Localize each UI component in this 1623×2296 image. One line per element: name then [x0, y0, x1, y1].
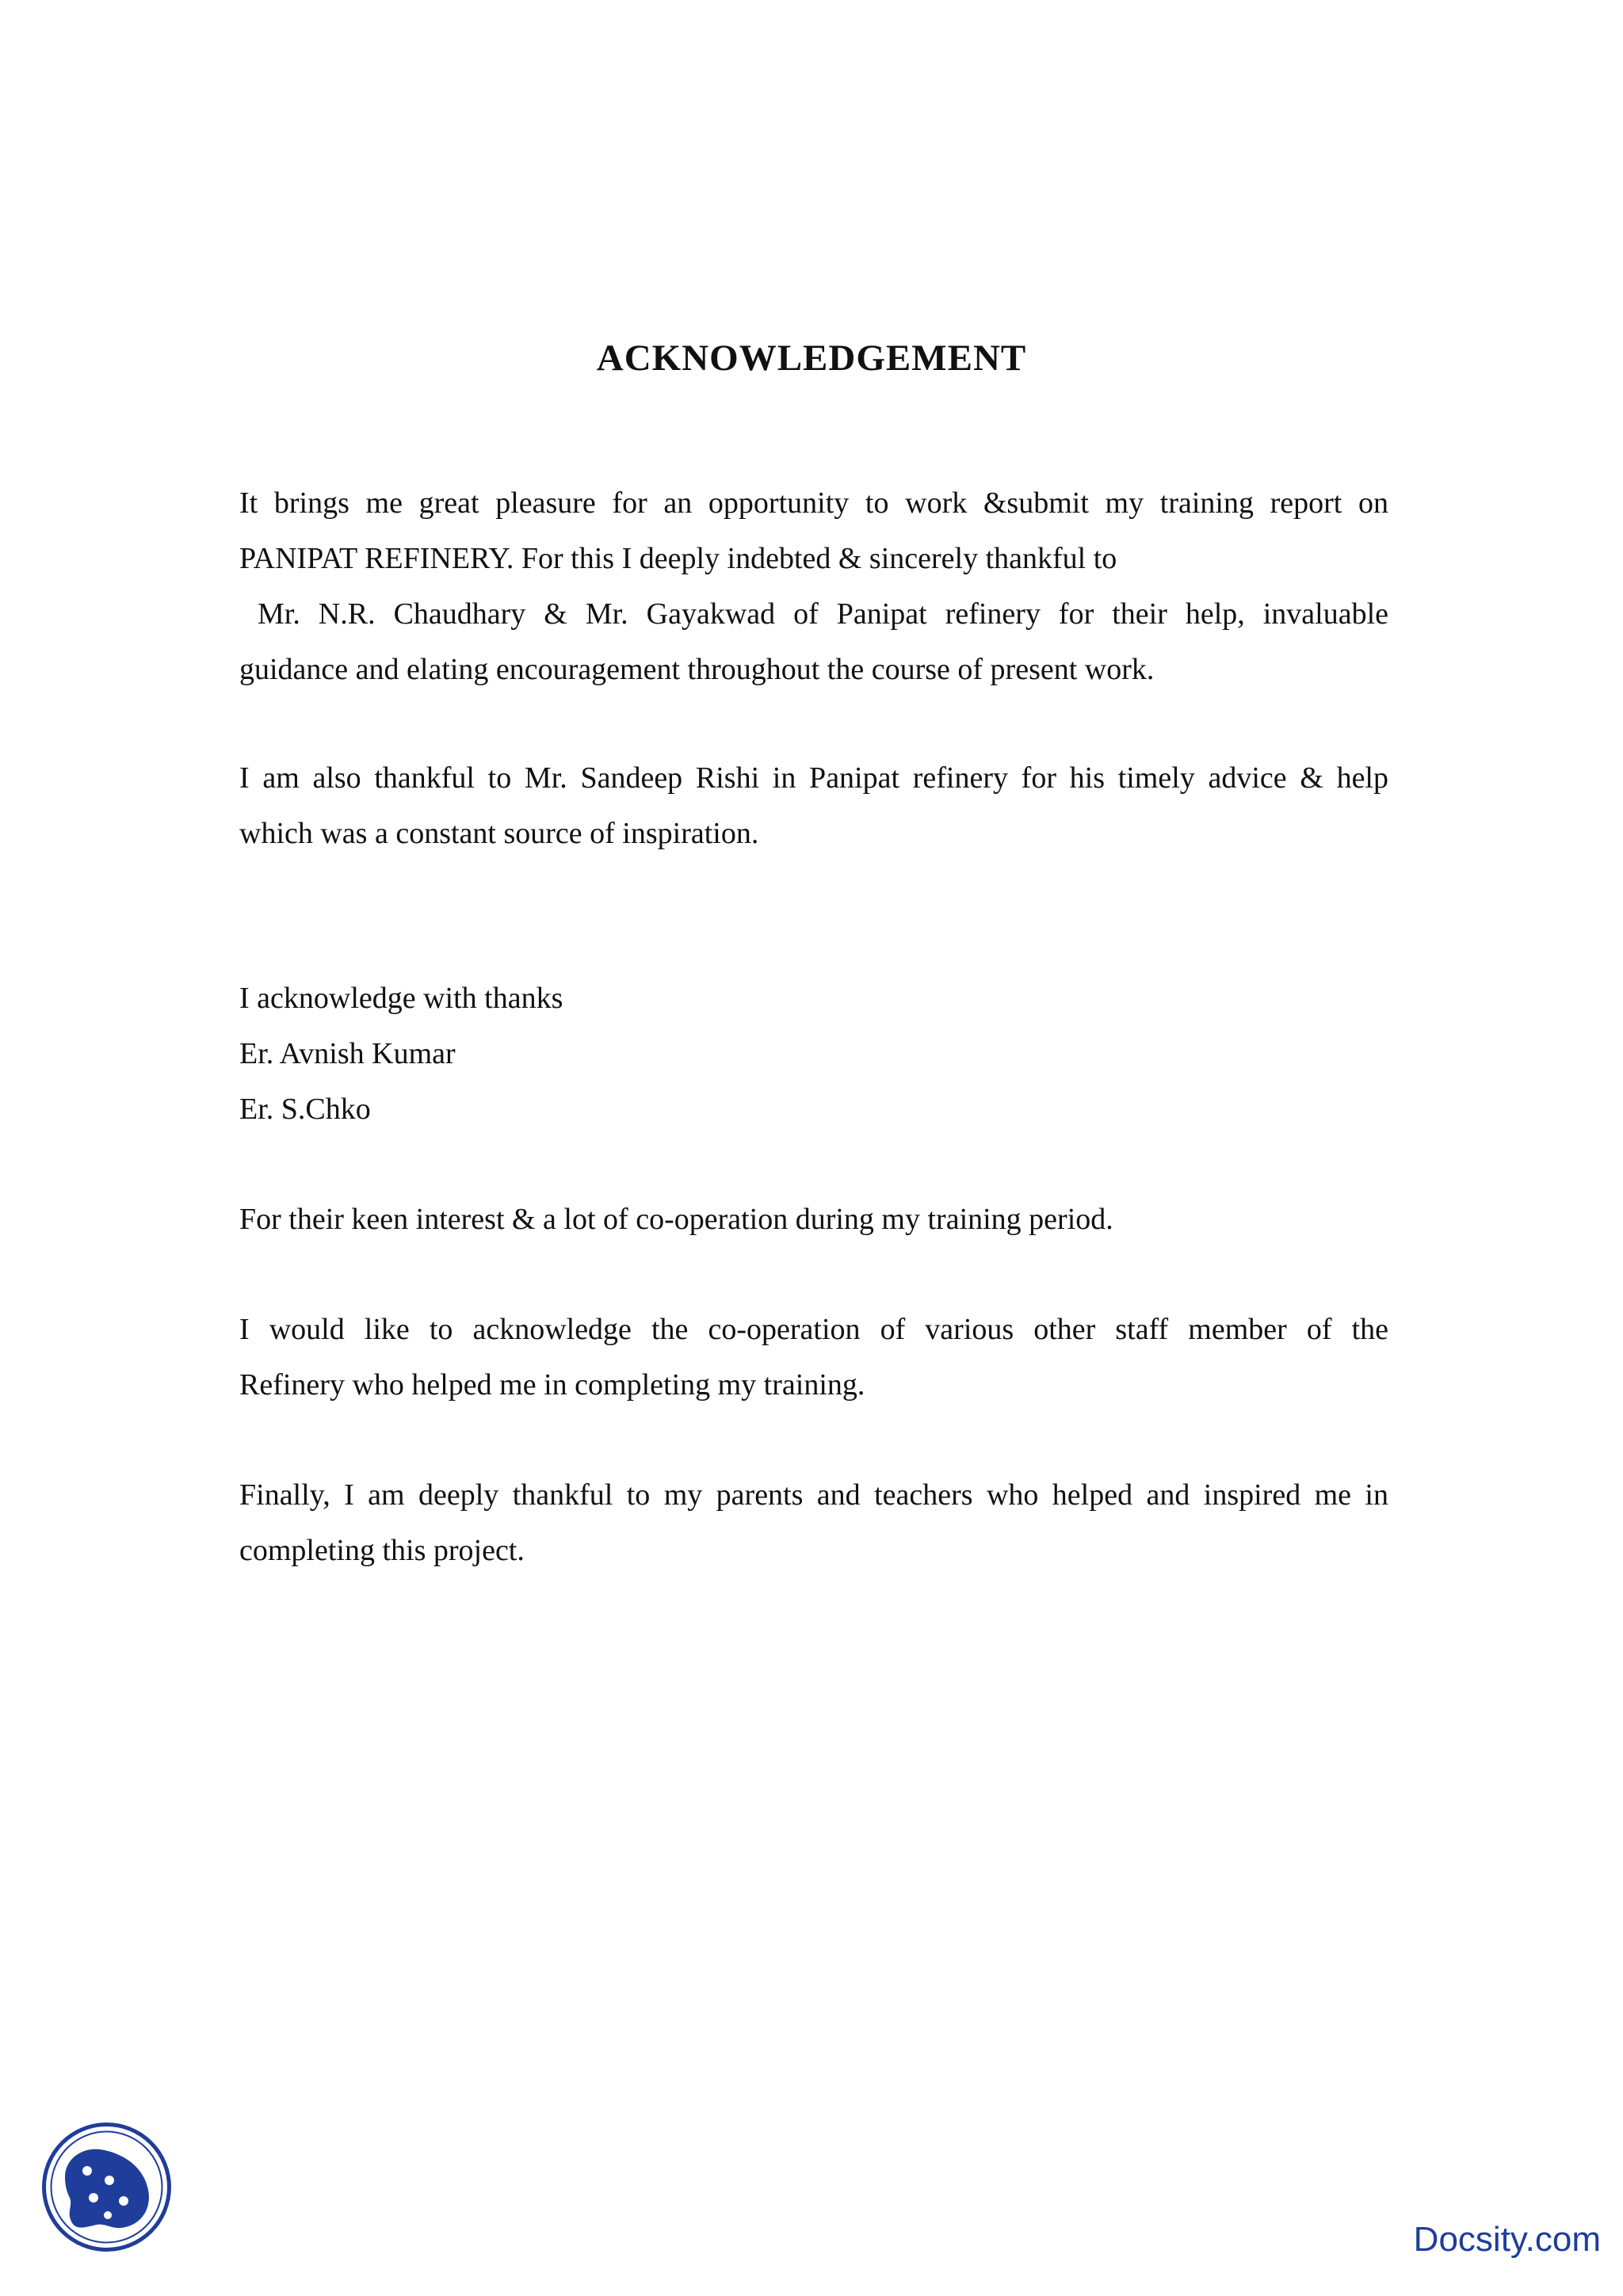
- paragraph-line: For their keen interest & a lot of co-operation during my training period.: [239, 1203, 1113, 1236]
- paragraph-line: Er. S.Chko: [239, 1093, 371, 1126]
- paragraph-line: guidance and elating encouragement throughout the course of present work.: [239, 653, 1155, 686]
- paragraph-line: Refinery who helped me in completing my training.: [239, 1368, 865, 1402]
- paragraph-line: completing this project.: [239, 1534, 525, 1567]
- paragraph-acknowledge-names: [239, 971, 1388, 1137]
- paragraph-staff: [239, 1302, 1388, 1413]
- paragraph-line: which was a constant source of inspiration.: [239, 817, 759, 850]
- paragraph-parents: [239, 1467, 1388, 1578]
- paragraph-line: PANIPAT REFINERY. For this I deeply indebted & sincerely thankful to: [239, 542, 1117, 575]
- page-title: ACKNOWLEDGEMENT: [596, 338, 1027, 379]
- paragraph-line: I am also thankful to Mr. Sandeep Rishi in Panipat refinery for his timely advice & help: [239, 761, 1388, 795]
- paragraph-line: I acknowledge with thanks: [239, 982, 563, 1015]
- paragraph-line: Er. Avnish Kumar: [239, 1037, 456, 1070]
- paragraph-line: I would like to acknowledge the co-operation of various other staff member of the: [239, 1313, 1388, 1346]
- paragraph-line: It brings me great pleasure for an opportunity to work &submit my training report on: [239, 486, 1388, 520]
- docsity-brand-text[interactable]: Docsity.com: [1413, 2220, 1601, 2259]
- paragraph-line: Mr. N.R. Chaudhary & Mr. Gayakwad of Panipat refinery for their help, invaluable: [239, 597, 1388, 631]
- paragraph-line: Finally, I am deeply thankful to my parents and teachers who helped and inspired me in: [239, 1478, 1388, 1512]
- paragraph-thanks-rishi: [239, 750, 1388, 861]
- docsity-logo-icon: [41, 2122, 172, 2252]
- paragraph-intro: [239, 475, 1388, 697]
- paragraph-keen-interest: [239, 1192, 1388, 1247]
